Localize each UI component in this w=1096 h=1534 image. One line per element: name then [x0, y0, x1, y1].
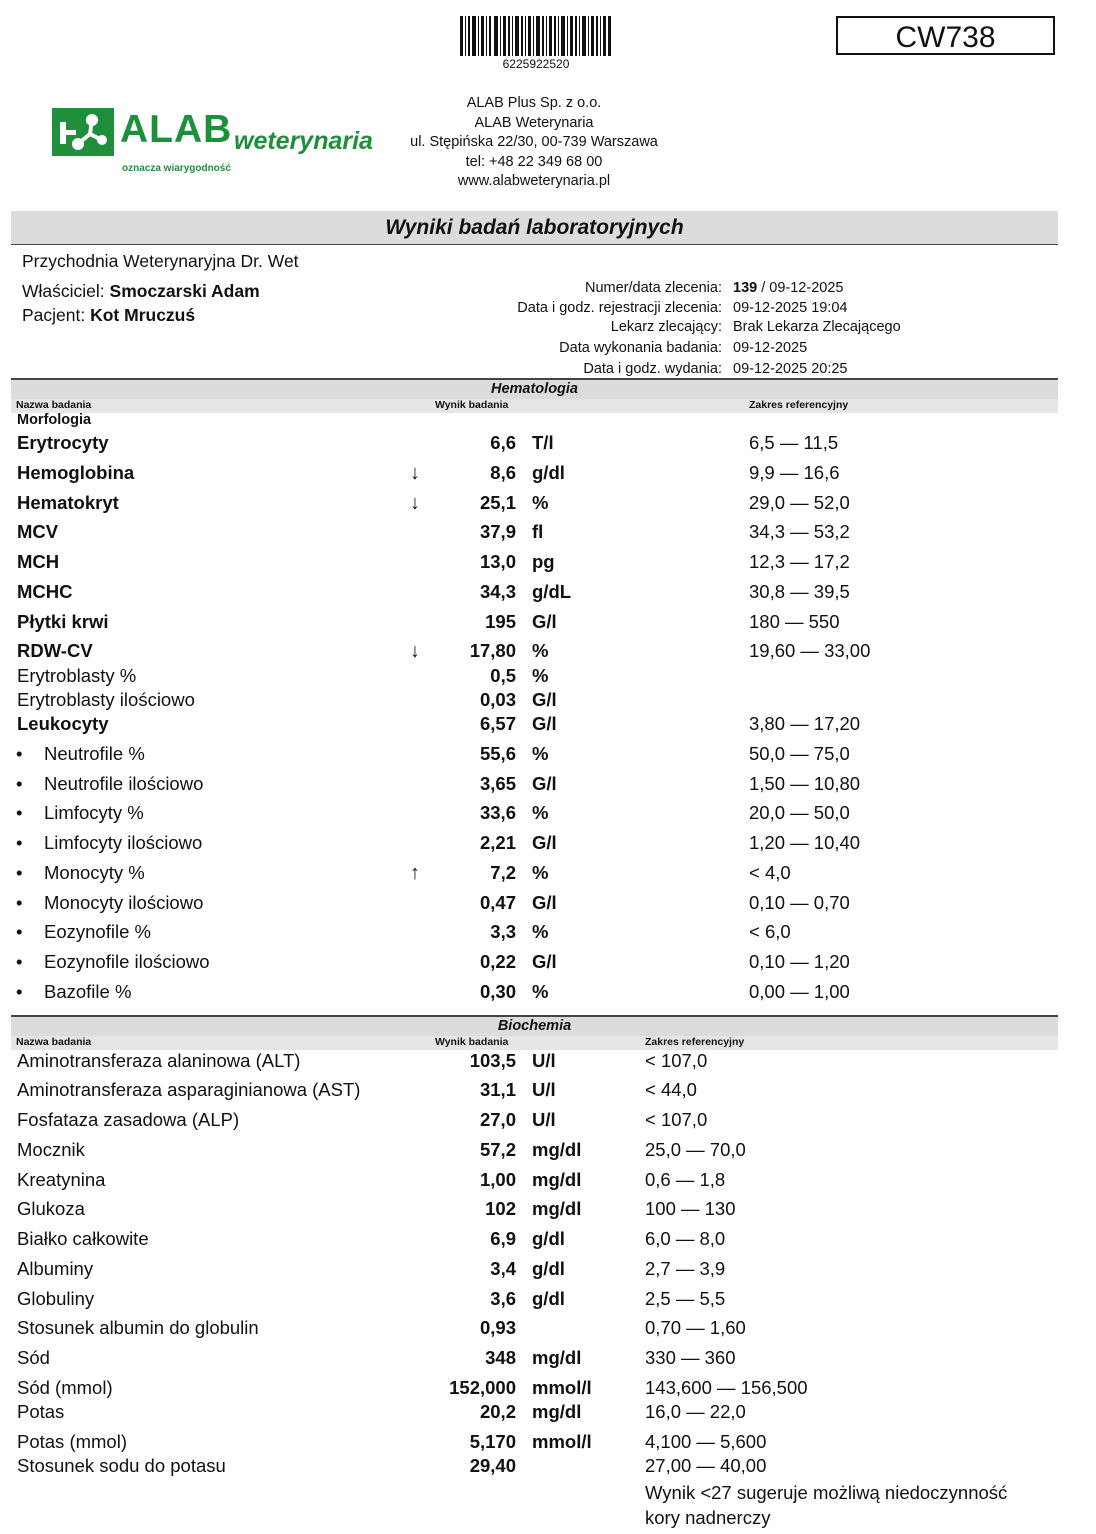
- col-ref-header: Zakres referencyjny: [749, 399, 849, 411]
- arrow-down-icon: ↓: [410, 462, 420, 484]
- test-result: 152,000: [449, 1377, 516, 1398]
- test-result: 3,4: [490, 1258, 516, 1279]
- table-row: [0, 1431, 1096, 1455]
- test-name: MCV: [17, 521, 59, 542]
- table-row: [0, 981, 1096, 1005]
- table-row: [0, 689, 1096, 713]
- test-unit: g/dl: [532, 462, 565, 483]
- test-result: 0,93: [479, 1317, 516, 1338]
- table-row: [0, 611, 1096, 635]
- test-unit: T/l: [532, 432, 554, 453]
- test-result: 3,6: [490, 1288, 516, 1309]
- reference-range: 6,0 — 8,0: [645, 1228, 726, 1249]
- column-header-bar: [11, 1036, 1058, 1050]
- patient-value: Kot Mruczuś: [90, 305, 196, 325]
- test-result: 20,2: [479, 1401, 516, 1422]
- company-line: www.alabweterynaria.pl: [457, 173, 611, 189]
- test-unit: fl: [532, 521, 544, 542]
- reference-range: 180 — 550: [749, 611, 840, 632]
- test-name: Potas: [17, 1401, 65, 1422]
- bullet-icon: •: [16, 802, 23, 823]
- reference-range: 2,5 — 5,5: [645, 1288, 726, 1309]
- alab-logo-icon: [52, 108, 114, 156]
- test-result: 34,3: [479, 581, 516, 602]
- test-result: 2,21: [479, 832, 516, 853]
- table-row: [0, 832, 1096, 856]
- test-name: Fosfataza zasadowa (ALP): [17, 1109, 240, 1130]
- test-name: Erytrocyty: [17, 432, 109, 453]
- test-name: Aminotransferaza asparaginianowa (AST): [17, 1079, 361, 1100]
- page-title: Wyniki badań laboratoryjnych: [11, 211, 1058, 245]
- test-result: 29,40: [469, 1455, 516, 1476]
- test-name: Eozynofile ilościowo: [44, 951, 210, 972]
- test-name: Kreatynina: [17, 1169, 106, 1190]
- reference-range: 0,00 — 1,00: [749, 981, 850, 1002]
- test-name: Białko całkowite: [17, 1228, 149, 1249]
- test-unit: mg/dl: [532, 1401, 582, 1422]
- reference-range: 50,0 — 75,0: [749, 743, 850, 764]
- meta-label: Data wykonania badania:: [559, 340, 722, 356]
- meta-value: 09-12-2025: [733, 340, 808, 356]
- bullet-icon: •: [16, 892, 23, 913]
- test-name: Hemoglobina: [17, 462, 135, 483]
- test-unit: g/dl: [532, 1228, 565, 1249]
- test-name: Eozynofile %: [44, 921, 151, 942]
- test-unit: g/dl: [532, 1258, 565, 1279]
- test-name: Aminotransferaza alaninowa (ALT): [17, 1050, 301, 1071]
- table-row: [0, 432, 1096, 456]
- table-row: [0, 581, 1096, 605]
- test-result: 0,47: [479, 892, 516, 913]
- test-result: 6,6: [490, 432, 516, 453]
- reference-range: 0,10 — 0,70: [749, 892, 850, 913]
- note-line: kory nadnerczy: [645, 1507, 771, 1528]
- test-name: Hematokryt: [17, 492, 119, 513]
- reference-range: 3,80 — 17,20: [749, 713, 861, 734]
- reference-range: 1,50 — 10,80: [749, 773, 861, 794]
- table-row: [0, 665, 1096, 689]
- test-result: 0,03: [479, 689, 516, 710]
- test-result: 57,2: [479, 1139, 516, 1160]
- col-ref-header: Zakres referencyjny: [645, 1036, 745, 1048]
- test-result: 195: [485, 611, 516, 632]
- table-row: [0, 1377, 1096, 1401]
- test-name: Stosunek sodu do potasu: [17, 1455, 226, 1476]
- test-unit: mmol/l: [532, 1377, 592, 1398]
- test-result: 17,80: [469, 640, 516, 661]
- test-result: 6,9: [490, 1228, 516, 1249]
- meta-value: 09-12-2025 20:25: [733, 361, 848, 377]
- test-name: Potas (mmol): [17, 1431, 127, 1452]
- table-row: [0, 713, 1096, 737]
- reference-range: < 6,0: [749, 921, 791, 942]
- test-unit: pg: [532, 551, 555, 572]
- arrow-down-icon: ↓: [410, 492, 420, 514]
- table-row: [0, 640, 1096, 664]
- company-address: [384, 94, 684, 192]
- test-name: Neutrofile ilościowo: [44, 773, 204, 794]
- table-row: [0, 743, 1096, 767]
- bullet-icon: •: [16, 981, 23, 1002]
- table-row: [0, 1347, 1096, 1371]
- test-unit: G/l: [532, 611, 557, 632]
- test-result: 31,1: [479, 1079, 516, 1100]
- test-name: Globuliny: [17, 1288, 95, 1309]
- test-result: 6,57: [479, 713, 516, 734]
- test-unit: %: [532, 743, 549, 764]
- test-result: 33,6: [479, 802, 516, 823]
- test-unit: G/l: [532, 951, 557, 972]
- meta-label: Numer/data zlecenia:: [584, 280, 722, 296]
- meta-value: 139 / 09-12-2025: [733, 280, 844, 296]
- test-result: 1,00: [479, 1169, 516, 1190]
- test-unit: %: [532, 640, 549, 661]
- reference-range: 27,00 — 40,00: [645, 1455, 767, 1476]
- test-result: 102: [485, 1198, 516, 1219]
- col-name-header: Nazwa badania: [16, 399, 92, 411]
- sodium-potassium-note: [645, 1480, 1007, 1530]
- bullet-icon: •: [16, 773, 23, 794]
- reference-range: 143,600 — 156,500: [645, 1377, 808, 1398]
- test-name: Leukocyty: [17, 713, 109, 734]
- test-unit: %: [532, 921, 549, 942]
- test-unit: mg/dl: [532, 1169, 582, 1190]
- table-row: [0, 773, 1096, 797]
- bullet-icon: •: [16, 862, 23, 883]
- test-unit: g/dL: [532, 581, 572, 602]
- col-result-header: Wynik badania: [435, 1036, 509, 1048]
- test-unit: g/dl: [532, 1288, 565, 1309]
- table-row: [0, 462, 1096, 486]
- test-name: MCHC: [17, 581, 73, 602]
- table-row: [0, 551, 1096, 575]
- test-unit: U/l: [532, 1109, 556, 1130]
- test-name: Monocyty ilościowo: [44, 892, 204, 913]
- note-line: Wynik <27 sugeruje możliwą niedoczynność: [645, 1482, 1008, 1503]
- meta-label: Data i godz. wydania:: [583, 361, 722, 377]
- reference-range: 30,8 — 39,5: [749, 581, 850, 602]
- reference-range: 9,9 — 16,6: [749, 462, 840, 483]
- owner-label: Właściciel:: [22, 281, 105, 301]
- column-header-bar: [11, 399, 1058, 413]
- test-name: Albuminy: [17, 1258, 94, 1279]
- test-name: Neutrofile %: [44, 743, 145, 764]
- test-result: 103,5: [469, 1050, 516, 1071]
- table-row: [0, 1198, 1096, 1222]
- logo-brand: ALAB: [120, 108, 233, 151]
- test-name: Limfocyty ilościowo: [44, 832, 203, 853]
- patient-label: Pacjent:: [22, 305, 86, 325]
- test-name: Limfocyty %: [44, 802, 144, 823]
- patient: [22, 305, 195, 326]
- table-row: [0, 1109, 1096, 1133]
- meta-value: 09-12-2025 19:04: [733, 300, 848, 316]
- test-unit: %: [532, 862, 549, 883]
- test-result: 27,0: [479, 1109, 516, 1130]
- logo-tagline: oznacza wiarygodność: [122, 163, 231, 174]
- table-row: [0, 1401, 1096, 1425]
- bullet-icon: •: [16, 951, 23, 972]
- table-row: [0, 1288, 1096, 1312]
- test-unit: mmol/l: [532, 1431, 592, 1452]
- table-row: [0, 1317, 1096, 1341]
- reference-range: 2,7 — 3,9: [645, 1258, 726, 1279]
- table-row: [0, 802, 1096, 826]
- reference-range: < 107,0: [645, 1109, 708, 1130]
- barcode-number: 6225922520: [502, 57, 570, 71]
- arrow-up-icon: ↑: [410, 862, 420, 884]
- reference-range: 19,60 — 33,00: [749, 640, 871, 661]
- owner-value: Smoczarski Adam: [109, 281, 260, 301]
- bullet-icon: •: [16, 921, 23, 942]
- sample-code: CW738: [836, 16, 1055, 55]
- reference-range: 12,3 — 17,2: [749, 551, 850, 572]
- bullet-icon: •: [16, 743, 23, 764]
- table-row: [0, 521, 1096, 545]
- test-result: 13,0: [479, 551, 516, 572]
- test-unit: mg/dl: [532, 1347, 582, 1368]
- meta-label: Lekarz zlecający:: [610, 319, 722, 335]
- reference-range: 0,10 — 1,20: [749, 951, 850, 972]
- col-name-header: Nazwa badania: [16, 1036, 92, 1048]
- test-result: 7,2: [490, 862, 516, 883]
- table-row: [0, 492, 1096, 516]
- test-unit: G/l: [532, 832, 557, 853]
- logo-sub: weterynaria: [234, 127, 373, 155]
- reference-range: 25,0 — 70,0: [645, 1139, 746, 1160]
- company-line: ul. Stępińska 22/30, 00-739 Warszawa: [410, 134, 658, 150]
- reference-range: 330 — 360: [645, 1347, 736, 1368]
- test-name: MCH: [17, 551, 60, 572]
- table-row: [0, 892, 1096, 916]
- test-unit: U/l: [532, 1050, 556, 1071]
- test-unit: %: [532, 492, 549, 513]
- test-unit: %: [532, 802, 549, 823]
- company-line: tel: +48 22 349 68 00: [465, 153, 603, 170]
- test-result: 8,6: [490, 462, 516, 483]
- reference-range: 6,5 — 11,5: [749, 432, 839, 453]
- reference-range: 100 — 130: [645, 1198, 736, 1219]
- test-name: Płytki krwi: [17, 611, 109, 632]
- table-row: [0, 1079, 1096, 1103]
- barcode: [458, 16, 614, 56]
- reference-range: 1,20 — 10,40: [749, 832, 861, 853]
- company-line: ALAB Weterynaria: [474, 114, 594, 131]
- table-row: [0, 921, 1096, 945]
- company-line: ALAB Plus Sp. z o.o.: [466, 95, 602, 111]
- section-hematology: Hematologia: [11, 378, 1058, 400]
- reference-range: 0,6 — 1,8: [645, 1169, 726, 1190]
- reference-range: < 44,0: [645, 1079, 697, 1100]
- reference-range: 16,0 — 22,0: [645, 1401, 746, 1422]
- test-name: Sód (mmol): [17, 1377, 113, 1398]
- test-name: Bazofile %: [44, 981, 132, 1002]
- table-row: [0, 1050, 1096, 1074]
- test-unit: %: [532, 665, 549, 686]
- reference-range: 20,0 — 50,0: [749, 802, 850, 823]
- test-unit: U/l: [532, 1079, 556, 1100]
- table-row: [0, 1139, 1096, 1163]
- test-name: Erytroblasty %: [17, 665, 137, 686]
- clinic-name: Przychodnia Weterynaryjna Dr. Wet: [22, 251, 299, 271]
- table-row: [0, 862, 1096, 886]
- test-result: 5,170: [469, 1431, 516, 1452]
- table-row: [0, 1228, 1096, 1252]
- test-unit: G/l: [532, 689, 557, 710]
- reference-range: < 4,0: [749, 862, 791, 883]
- section-biochemistry: Biochemia: [11, 1015, 1058, 1037]
- test-unit: G/l: [532, 892, 557, 913]
- meta-value: Brak Lekarza Zlecającego: [733, 319, 901, 335]
- test-result: 25,1: [479, 492, 516, 513]
- test-result: 3,3: [490, 921, 516, 942]
- meta-label: Data i godz. rejestracji zlecenia:: [517, 300, 722, 316]
- reference-range: 0,70 — 1,60: [645, 1317, 746, 1338]
- test-name: Mocznik: [17, 1139, 85, 1160]
- reference-range: < 107,0: [645, 1050, 708, 1071]
- test-result: 37,9: [479, 521, 516, 542]
- test-unit: mg/dl: [532, 1139, 582, 1160]
- test-result: 0,22: [479, 951, 516, 972]
- test-name: Glukoza: [17, 1198, 85, 1219]
- test-unit: mg/dl: [532, 1198, 582, 1219]
- table-row: [0, 1258, 1096, 1282]
- test-result: 0,5: [490, 665, 516, 686]
- reference-range: 29,0 — 52,0: [749, 492, 850, 513]
- test-unit: G/l: [532, 713, 557, 734]
- test-result: 348: [485, 1347, 516, 1368]
- test-name: Erytroblasty ilościowo: [17, 689, 195, 710]
- test-unit: %: [532, 981, 549, 1002]
- test-result: 55,6: [479, 743, 516, 764]
- test-name: Stosunek albumin do globulin: [17, 1317, 259, 1338]
- reference-range: 4,100 — 5,600: [645, 1431, 767, 1452]
- test-result: 3,65: [479, 773, 516, 794]
- table-row: [0, 951, 1096, 975]
- test-unit: G/l: [532, 773, 557, 794]
- test-name: Sód: [17, 1347, 50, 1368]
- owner: [22, 281, 260, 302]
- test-name: RDW-CV: [17, 640, 93, 661]
- subheading-morphology: Morfologia: [17, 412, 92, 428]
- arrow-down-icon: ↓: [410, 640, 420, 662]
- bullet-icon: •: [16, 832, 23, 853]
- col-result-header: Wynik badania: [435, 399, 509, 411]
- reference-range: 34,3 — 53,2: [749, 521, 850, 542]
- table-row: [0, 1169, 1096, 1193]
- test-name: Monocyty %: [44, 862, 145, 883]
- table-row: [0, 1455, 1096, 1479]
- test-result: 0,30: [479, 981, 516, 1002]
